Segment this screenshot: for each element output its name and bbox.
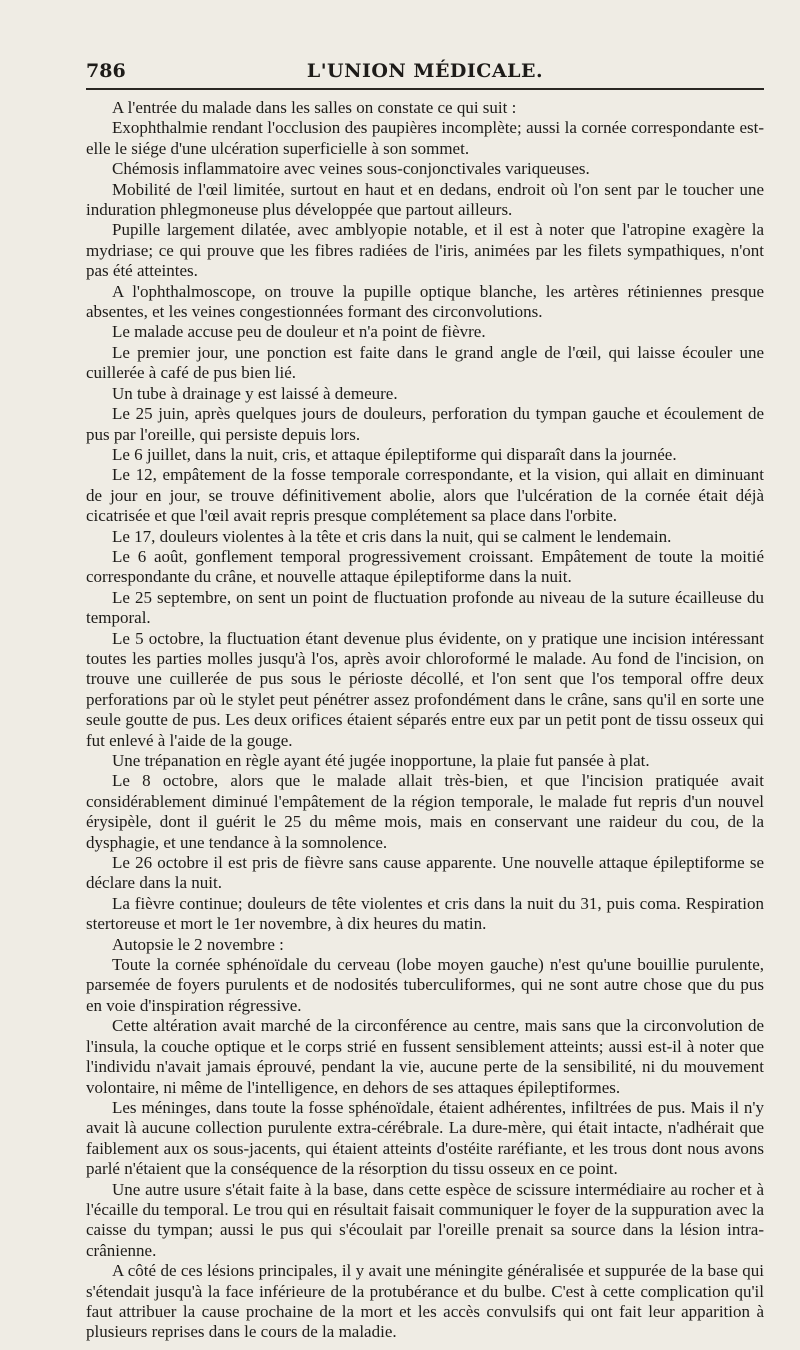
paragraph: Le 26 octobre il est pris de fièvre sans cause apparente. Une nouvelle attaque épileptiforme se déclare dans la nuit. — [86, 853, 764, 893]
body-text — [86, 98, 764, 1343]
paragraph: Le premier jour, une ponction est faite dans le grand angle de l'œil, qui laisse écouler une cuillerée à café de pus bien lié. — [86, 342, 764, 383]
paragraph: Exophthalmie rendant l'occlusion des paupières incomplète; aussi la cornée correspondante est-elle le siége d'une ulcération superficielle à son sommet. — [86, 118, 764, 158]
paragraph: Le 6 juillet, dans la nuit, cris, et attaque épileptiforme qui disparaît dans la journée. — [112, 444, 677, 464]
paragraph: Le 25 juin, après quelques jours de douleurs, perforation du tympan gauche et écoulement de pus par l'oreille, qui persiste depuis lors. — [86, 404, 764, 444]
paragraph: Le 6 août, gonflement temporal progressivement croissant. Empâtement de toute la moitié correspondante du crâne, et nouvelle attaque épileptiforme dans la nuit. — [86, 546, 764, 587]
paragraph: Les méninges, dans toute la fosse sphénoïdale, étaient adhérentes, infiltrées de pus. Mais il n'y avait là aucune collection purulente extra-cérébrale. La dure-mère, qui était intacte, n'adhérait que faiblement aux os sous-jacents, qui étaient atteints d'ostéite raréfiante, et les trous dont nous avons parlé n'étaient que la conséquence de la résorption du tissu osseux en ce point. — [86, 1097, 764, 1179]
paragraph: Chémosis inflammatoire avec veines sous-conjonctivales variqueuses. — [112, 159, 590, 179]
paragraph: La fièvre continue; douleurs de tête violentes et cris dans la nuit du 31, puis coma. Respiration stertoreuse et mort le 1er novembre, à dix heures du matin. — [86, 893, 764, 934]
paragraph: Le 8 octobre, alors que le malade allait très-bien, et que l'incision pratiquée avait considérablement diminué l'empâtement de la région temporale, le malade fut repris d'un nouvel érysipèle, dont il guérit le 25 du même mois, mais en conservant une raideur du cou, de la dysphagie, et une tendance à la somnolence. — [86, 771, 764, 852]
paragraph: Une trépanation en règle ayant été jugée inopportune, la plaie fut pansée à plat. — [112, 751, 650, 770]
paragraph: Cette altération avait marché de la circonférence au centre, mais sans que la circonvolution de l'insula, la couche optique et le corps strié en fussent sensiblement atteints; aussi est-il à noter que l'individu n'avait jamais éprouvé, pendant la vie, aucune perte de la sensibilité, ni du mouvement volontaire, ni même de l'intelligence, en dehors de ses attaques épileptiformes. — [86, 1016, 764, 1097]
page-header — [86, 58, 764, 90]
running-title: L'UNION MÉDICALE. — [306, 60, 544, 82]
paragraph: Une autre usure s'était faite à la base, dans cette espèce de scissure intermédiaire au rocher et à l'écaille du temporal. Le trou qui en résultait faisait communiquer le foyer de la suppuration avec la caisse du tympan; aussi le pus qui s'écoulait par l'oreille prenait sa source dans la lésion intra-crânienne. — [86, 1179, 764, 1260]
paragraph: Le malade accuse peu de douleur et n'a point de fièvre. — [112, 322, 486, 342]
paragraph: Toute la cornée sphénoïdale du cerveau (lobe moyen gauche) n'est qu'une bouillie purulente, parsemée de foyers purulents et de nodosités tuberculiformes, qui ne sont autre chose que du pus en voie d'inspiration régressive. — [86, 955, 764, 1015]
paragraph: Mobilité de l'œil limitée, surtout en haut et en dedans, endroit où l'on sent par le toucher une induration phlegmoneuse plus développée que partout ailleurs. — [86, 179, 764, 220]
paragraph: Le 25 septembre, on sent un point de fluctuation profonde au niveau de la suture écailleuse du temporal. — [86, 587, 764, 628]
paragraph: A l'entrée du malade dans les salles on constate ce qui suit : — [112, 98, 517, 117]
page-number: 786 — [86, 60, 126, 82]
paragraph: A côté de ces lésions principales, il y avait une méningite généralisée et suppurée de la base qui s'étendait jusqu'à la face inférieure de la protubérance et du bulbe. C'est à cette complication qu'il faut attribuer la cause prochaine de la mort et les accès convulsifs qui ont fait leur apparition à plusieurs reprises dans le cours de la maladie. — [86, 1261, 764, 1342]
paragraph: Un tube à drainage y est laissé à demeure. — [112, 383, 398, 403]
paragraph: Le 5 octobre, la fluctuation étant devenue plus évidente, on y pratique une incision intéressant toutes les parties molles jusqu'à l'os, après avoir chloroformé le malade. Au fond de l'incision, on trouve une cuillerée de pus sous le périoste décollé, et l'on sent que l'os temporal offre deux perforations par où le stylet peut pénétrer assez profondément dans le crâne, sans qu'il en sorte une seule goutte de pus. Les deux orifices étaient séparés entre eux par un petit pont de tissu osseux qui fut enlevé à l'aide de la gouge. — [86, 628, 764, 750]
paragraph: Pupille largement dilatée, avec amblyopie notable, et il est à noter que l'atropine exagère la mydriase; ce qui prouve que les fibres radiées de l'iris, animées par les filets sympathiques, n'ont pas été atteintes. — [86, 220, 764, 281]
paragraph: Le 17, douleurs violentes à la tête et cris dans la nuit, qui se calment le lendemain. — [112, 526, 672, 546]
paragraph: Le 12, empâtement de la fosse temporale correspondante, et la vision, qui allait en diminuant de jour en jour, se trouve définitivement abolie, alors que l'ulcération de la cornée était déjà cicatrisée et que l'œil avait repris presque complétement sa place dans l'orbite. — [86, 465, 764, 526]
paragraph: A l'ophthalmoscope, on trouve la pupille optique blanche, les artères rétiniennes presque absentes, et les veines congestionnées formant des circonvolutions. — [86, 281, 764, 322]
paragraph: Autopsie le 2 novembre : — [112, 934, 284, 954]
